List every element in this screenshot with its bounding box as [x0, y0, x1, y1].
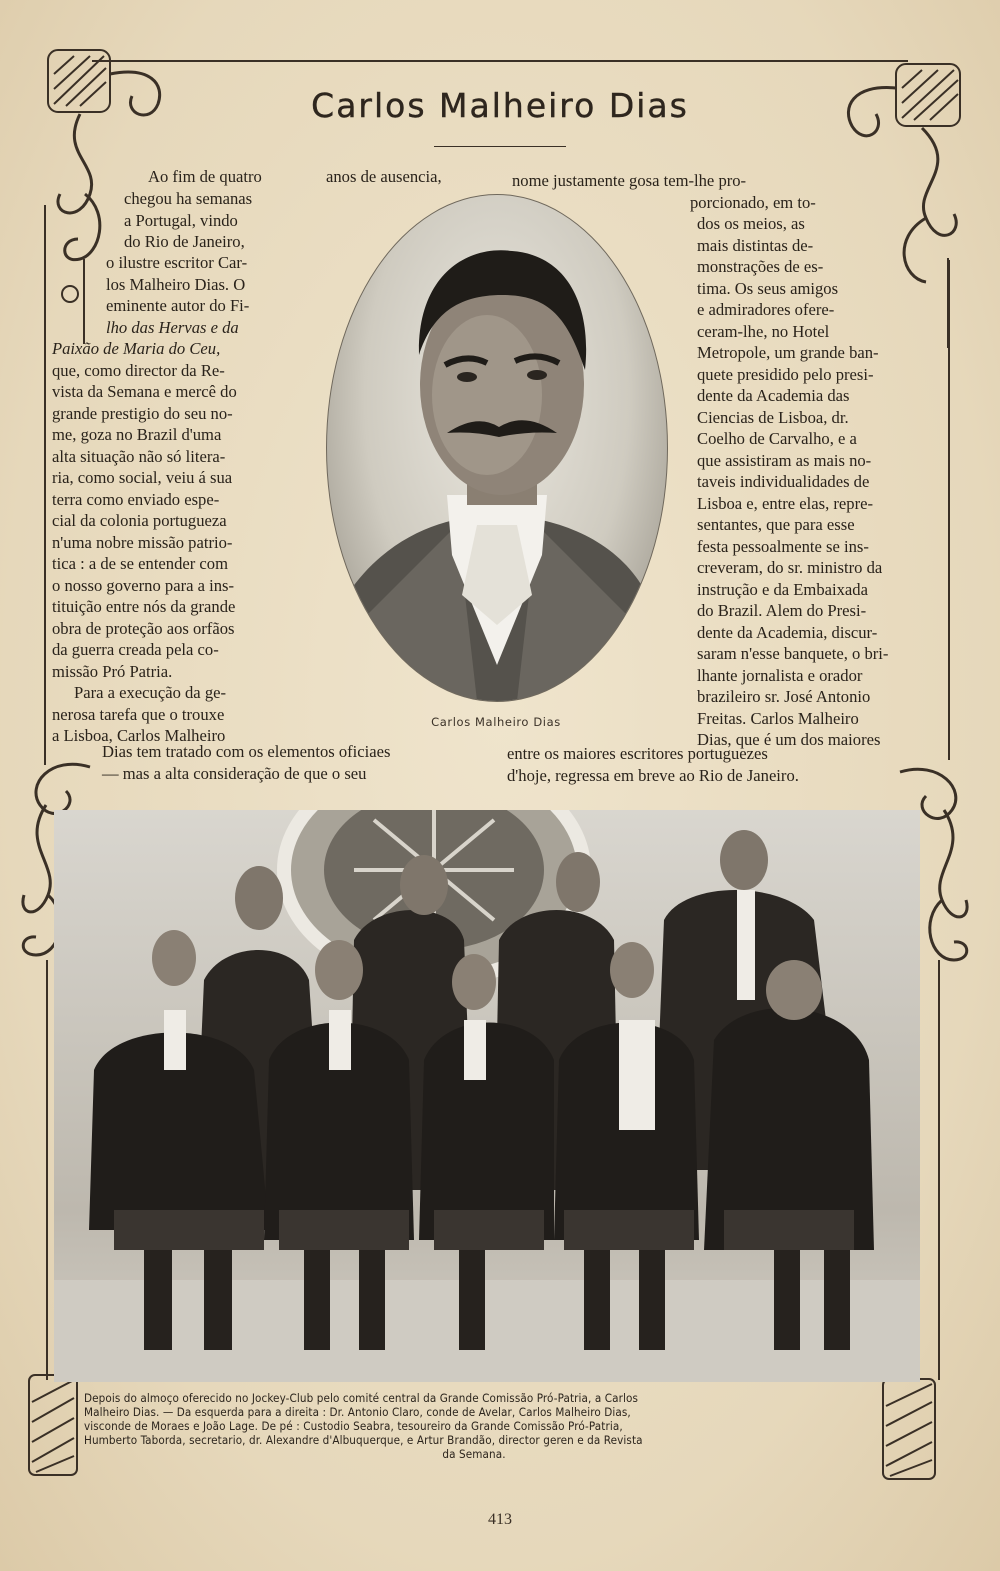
- text-line: saram n'esse banquete, o bri-: [697, 644, 889, 663]
- text-fragment-mid-top: [326, 166, 486, 188]
- text-line: dente da Academia, discur-: [697, 622, 878, 642]
- text-line: que assistiram as mais no-: [697, 450, 872, 470]
- text-line: n'uma nobre missão patrio-: [52, 532, 233, 552]
- group-photograph: [54, 810, 920, 1382]
- photo-caption: [84, 1391, 864, 1461]
- text-line: Dias, que é um dos maiores: [697, 730, 881, 749]
- text-line: do Brazil. Alem do Presi-: [697, 601, 867, 620]
- text-line: Lisboa e, entre elas, repre-: [697, 493, 873, 513]
- text-line: o ilustre escritor Car-: [106, 253, 248, 272]
- text-line: anos de ausencia,: [326, 167, 442, 186]
- frame-top-border: [92, 60, 908, 62]
- book-title-italic: lho das Hervas e da: [106, 317, 239, 337]
- text-line: porcionado, em to-: [690, 193, 816, 212]
- text-line: Metropole, um grande ban-: [697, 343, 879, 362]
- text-line: taveis individualidades de: [697, 472, 870, 491]
- text-line: instrução e da Embaixada: [697, 579, 868, 599]
- bottom-right-ornament-icon: [880, 1376, 938, 1482]
- bottom-left-text: [102, 741, 480, 784]
- text-line: [106, 317, 296, 339]
- text-line: mais distintas de-: [697, 235, 814, 255]
- portrait-caption: Carlos Malheiro Dias: [431, 715, 561, 729]
- text-line: sentantes, que para esse: [697, 515, 855, 534]
- text-line: Coelho de Carvalho, e a: [697, 429, 857, 448]
- text-line: a Lisboa, Carlos Malheiro: [52, 726, 226, 745]
- text-line: que, como director da Re-: [52, 360, 225, 380]
- text-line: tituição entre nós da grande: [52, 597, 236, 616]
- text-line: dos os meios, as: [697, 214, 805, 233]
- frame-right-lower-border: [938, 960, 940, 1380]
- portrait-figure: [327, 195, 667, 701]
- left-column-upper-b: [106, 252, 296, 295]
- text-line: dente da Academia das: [697, 386, 850, 405]
- text-line: Ao fim de quatro: [148, 167, 262, 186]
- caption-line: Depois do almoço oferecido no Jockey-Club pelo comité central da Grande Comissão Pró-Patria, a Carlos: [84, 1391, 639, 1405]
- text-line: cial da colonia portugueza: [52, 511, 227, 530]
- text-line: ria, como social, veiu á sua: [52, 468, 233, 487]
- right-column: [697, 213, 935, 751]
- text-line: Para a execução da ge-: [74, 683, 227, 702]
- caption-last-line: da Semana.: [442, 1447, 506, 1461]
- page-number: 413: [488, 1511, 512, 1528]
- caption-line: Humberto Taborda, secretario, dr. Alexandre d'Albuquerque, e Artur Brandão, director geren e da Revista: [84, 1433, 643, 1447]
- left-column-upper-c: [106, 295, 296, 338]
- text-line: terra como enviado espe-: [52, 489, 220, 509]
- book-title-italic: Paixão de Maria do Ceu,: [52, 339, 221, 358]
- text-line: e admiradores ofere-: [697, 300, 835, 319]
- text-line: grande prestigio do seu no-: [52, 403, 233, 423]
- title-divider: [434, 146, 566, 147]
- text-line: obra de proteção aos orfãos: [52, 618, 235, 638]
- article-title: Carlos Malheiro Dias: [311, 86, 689, 125]
- bottom-left-ornament-icon: [26, 1372, 80, 1478]
- text-line: brazileiro sr. José Antonio: [697, 687, 871, 706]
- text-line: monstrações de es-: [697, 257, 824, 276]
- text-line: [52, 338, 292, 360]
- group-photo-figure: [54, 810, 920, 1382]
- text-line: los Malheiro Dias. O: [106, 274, 246, 294]
- text-line: nome justamente gosa tem-lhe pro-: [512, 171, 747, 190]
- text-line: da guerra creada pela co-: [52, 640, 219, 659]
- text-line: Dias tem tratado com os elementos oficiaes: [102, 742, 391, 761]
- left-column-upper: [124, 188, 296, 253]
- text-line: missão Pró Patria.: [52, 661, 173, 681]
- text-line: d'hoje, regressa em breve ao Rio de Janeiro.: [507, 765, 799, 785]
- text-line: tica : a de se entender com: [52, 554, 228, 573]
- text-line: vista da Semana e mercê do: [52, 382, 237, 401]
- frame-left-lower-border: [46, 960, 48, 1380]
- portrait-photo: [326, 194, 668, 702]
- text-fragment-right-top: [512, 170, 844, 192]
- text-line: ceram-lhe, no Hotel: [697, 321, 830, 341]
- text-line: festa pessoalmente se ins-: [697, 536, 869, 556]
- caption-line: visconde de Moraes e João Lage. De pé : Custodio Seabra, tesoureiro da Grande Comissão Pró-Patria,: [84, 1419, 623, 1433]
- text-line: chegou ha semanas: [124, 189, 253, 208]
- left-column: [52, 338, 292, 747]
- text-line: do Rio de Janeiro,: [124, 232, 245, 251]
- text-line: lhante jornalista e orador: [697, 665, 863, 685]
- text-line: eminente autor do Fi-: [106, 296, 250, 315]
- text-line: — mas a alta consideração de que o seu: [102, 763, 367, 783]
- text-line: me, goza no Brazil d'uma: [52, 425, 222, 444]
- text-line: entre os maiores escritores portuguezes: [507, 744, 768, 763]
- text-line: a Portugal, vindo: [124, 210, 238, 230]
- text-line: alta situação não só litera-: [52, 446, 226, 466]
- text-line: Freitas. Carlos Malheiro: [697, 708, 859, 728]
- text-line: creveram, do sr. ministro da: [697, 558, 883, 577]
- text-line: o nosso governo para a ins-: [52, 575, 235, 595]
- text-line: quete presidido pelo presi-: [697, 364, 874, 384]
- text-line: nerosa tarefa que o trouxe: [52, 704, 225, 724]
- text-fragment-left-top: [148, 166, 310, 188]
- bottom-right-text: [507, 743, 885, 786]
- caption-line: Malheiro Dias. — Da esquerda para a direita : Dr. Antonio Claro, conde de Avelar, Carlos Malheiro Dias,: [84, 1405, 631, 1419]
- text-line: tima. Os seus amigos: [697, 278, 839, 298]
- text-line: Ciencias de Lisboa, dr.: [697, 407, 849, 427]
- right-column-upper: [690, 192, 844, 214]
